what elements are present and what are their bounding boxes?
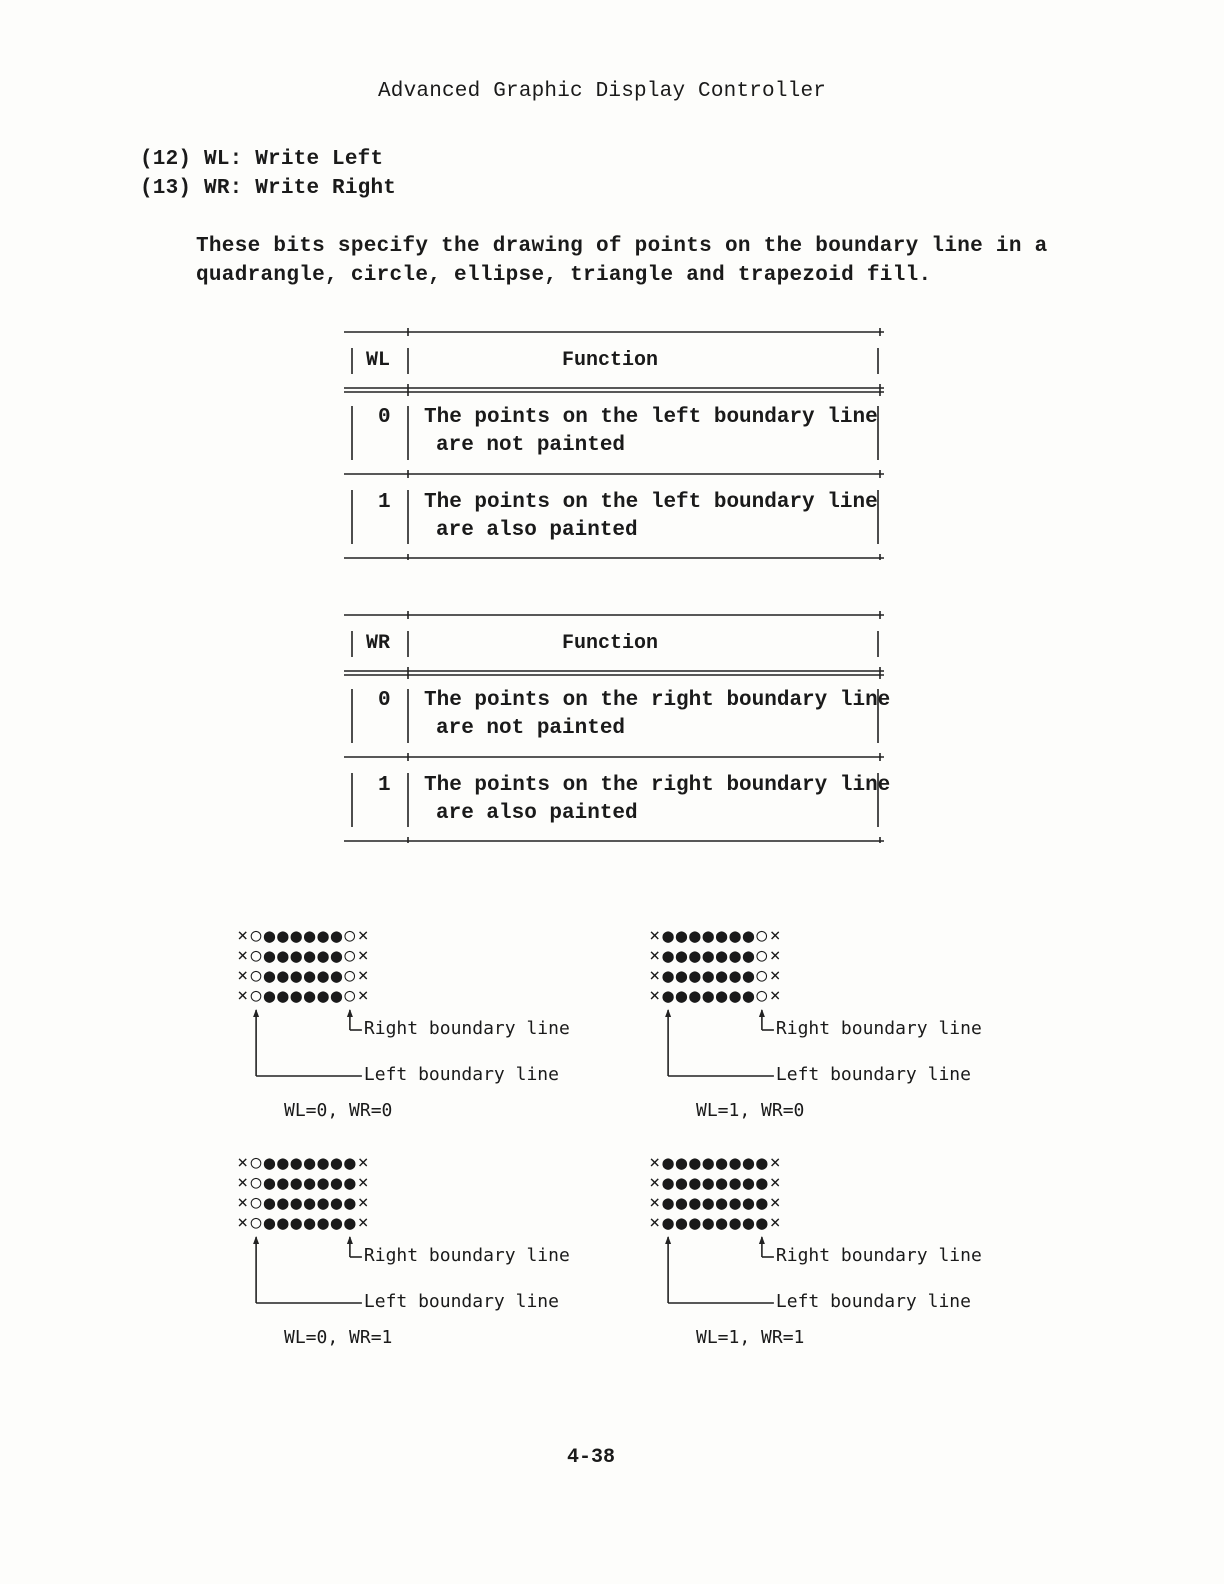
painted-point: ● xyxy=(317,1172,329,1194)
bit-header: WL xyxy=(366,349,391,372)
outside-point: × xyxy=(769,1192,781,1213)
outside-point: × xyxy=(357,1212,369,1233)
pixel-row xyxy=(648,1153,782,1173)
unpainted-point: ○ xyxy=(250,1192,262,1213)
unpainted-point: ○ xyxy=(756,985,768,1006)
painted-point: ● xyxy=(729,945,741,967)
painted-point: ● xyxy=(290,965,302,987)
painted-point: ● xyxy=(702,985,714,1007)
left-boundary-label: Left boundary line xyxy=(363,1291,559,1312)
painted-point: ● xyxy=(742,1192,755,1214)
painted-point: ● xyxy=(715,925,728,947)
painted-point: ● xyxy=(263,1212,276,1234)
bit-value: 1 xyxy=(378,774,391,797)
painted-point: ● xyxy=(662,1212,674,1234)
pixel-grid xyxy=(648,926,782,1006)
painted-point: ● xyxy=(662,985,674,1007)
item-write-left xyxy=(140,148,383,171)
painted-point: ● xyxy=(344,1192,356,1214)
diagram-caption: WL=1, WR=1 xyxy=(696,1327,805,1348)
painted-point: ● xyxy=(263,985,276,1007)
pixel-row xyxy=(236,1153,370,1173)
painted-point: ● xyxy=(303,1192,316,1214)
outside-point: × xyxy=(649,925,661,946)
boundary-diagram xyxy=(236,1152,570,1348)
unpainted-point: ○ xyxy=(756,965,768,986)
painted-point: ● xyxy=(729,1192,741,1214)
painted-point: ● xyxy=(729,1212,741,1234)
painted-point: ● xyxy=(290,1192,302,1214)
painted-point: ● xyxy=(330,1172,343,1194)
painted-point: ● xyxy=(715,965,728,987)
outside-point: × xyxy=(649,1212,661,1233)
painted-point: ● xyxy=(715,985,728,1007)
outside-point: × xyxy=(649,1192,661,1213)
painted-point: ● xyxy=(277,925,289,947)
painted-point: ● xyxy=(675,1212,688,1234)
unpainted-point: ○ xyxy=(250,1172,262,1193)
painted-point: ● xyxy=(303,1212,316,1234)
painted-point: ● xyxy=(290,925,302,947)
unpainted-point: ○ xyxy=(250,985,262,1006)
diagram-caption: WL=1, WR=0 xyxy=(696,1100,805,1121)
painted-point: ● xyxy=(290,1172,302,1194)
outside-point: × xyxy=(237,1172,249,1193)
item-write-right xyxy=(140,177,396,200)
function-header: Function xyxy=(562,632,659,655)
painted-point: ● xyxy=(277,965,289,987)
page-header: Advanced Graphic Display Controller xyxy=(378,80,827,103)
pixel-row xyxy=(236,966,370,986)
painted-point: ● xyxy=(344,1152,356,1174)
painted-point: ● xyxy=(689,1152,701,1174)
painted-point: ● xyxy=(662,1172,674,1194)
painted-point: ● xyxy=(317,1212,329,1234)
painted-point: ● xyxy=(689,925,701,947)
bit-header: WR xyxy=(366,632,391,655)
painted-point: ● xyxy=(702,1212,714,1234)
painted-point: ● xyxy=(303,945,316,967)
unpainted-point: ○ xyxy=(344,925,356,946)
painted-point: ● xyxy=(662,1152,674,1174)
painted-point: ● xyxy=(330,1192,343,1214)
pixel-row xyxy=(648,926,782,946)
painted-point: ● xyxy=(702,965,714,987)
painted-point: ● xyxy=(689,1172,701,1194)
painted-point: ● xyxy=(662,965,674,987)
painted-point: ● xyxy=(675,945,688,967)
outside-point: × xyxy=(357,985,369,1006)
painted-point: ● xyxy=(263,1172,276,1194)
painted-point: ● xyxy=(303,985,316,1007)
outside-point: × xyxy=(357,1192,369,1213)
outside-point: × xyxy=(357,925,369,946)
painted-point: ● xyxy=(330,925,343,947)
pixel-grid xyxy=(236,1153,370,1233)
paragraph-line: These bits specify the drawing of points on the boundary line in a xyxy=(196,235,1048,258)
pixel-row xyxy=(236,1213,370,1233)
painted-point: ● xyxy=(263,925,276,947)
painted-point: ● xyxy=(715,1192,728,1214)
outside-point: × xyxy=(769,965,781,986)
right-boundary-label: Right boundary line xyxy=(363,1018,570,1039)
painted-point: ● xyxy=(689,965,701,987)
painted-point: ● xyxy=(317,985,329,1007)
painted-point: ● xyxy=(756,1152,768,1174)
diagram-caption: WL=0, WR=0 xyxy=(284,1100,393,1121)
painted-point: ● xyxy=(317,965,329,987)
pixel-row xyxy=(236,986,370,1006)
wr-function-table xyxy=(344,611,891,843)
outside-point: × xyxy=(237,925,249,946)
unpainted-point: ○ xyxy=(756,945,768,966)
outside-point: × xyxy=(769,945,781,966)
painted-point: ● xyxy=(729,965,741,987)
outside-point: × xyxy=(237,1212,249,1233)
function-text: The points on the right boundary line xyxy=(424,689,891,712)
painted-point: ● xyxy=(303,1152,316,1174)
outside-point: × xyxy=(769,1212,781,1233)
pixel-row xyxy=(236,926,370,946)
painted-point: ● xyxy=(729,925,741,947)
function-text: are not painted xyxy=(436,717,626,740)
unpainted-point: ○ xyxy=(250,965,262,986)
outside-point: × xyxy=(237,985,249,1006)
painted-point: ● xyxy=(729,1152,741,1174)
left-boundary-label: Left boundary line xyxy=(775,1291,971,1312)
painted-point: ● xyxy=(330,945,343,967)
painted-point: ● xyxy=(330,1152,343,1174)
pixel-row xyxy=(648,986,782,1006)
painted-point: ● xyxy=(277,1212,289,1234)
paragraph-line: quadrangle, circle, ellipse, triangle and trapezoid fill. xyxy=(196,264,932,287)
left-boundary-label: Left boundary line xyxy=(363,1064,559,1085)
outside-point: × xyxy=(649,985,661,1006)
painted-point: ● xyxy=(263,1152,276,1174)
unpainted-point: ○ xyxy=(344,965,356,986)
painted-point: ● xyxy=(317,925,329,947)
painted-point: ● xyxy=(303,965,316,987)
painted-point: ● xyxy=(689,945,701,967)
painted-point: ● xyxy=(662,925,674,947)
right-boundary-label: Right boundary line xyxy=(775,1018,982,1039)
painted-point: ● xyxy=(263,945,276,967)
painted-point: ● xyxy=(330,1212,343,1234)
painted-point: ● xyxy=(344,1172,356,1194)
painted-point: ● xyxy=(675,965,688,987)
boundary-diagram xyxy=(648,1152,982,1348)
painted-point: ● xyxy=(742,1172,755,1194)
pixel-row xyxy=(648,1193,782,1213)
function-text: The points on the left boundary line xyxy=(424,406,878,429)
boundary-diagram xyxy=(648,925,982,1121)
left-boundary-label: Left boundary line xyxy=(775,1064,971,1085)
bit-value: 0 xyxy=(378,689,391,712)
outside-point: × xyxy=(769,985,781,1006)
painted-point: ● xyxy=(729,1172,741,1194)
painted-point: ● xyxy=(742,925,755,947)
painted-point: ● xyxy=(756,1192,768,1214)
function-text: are also painted xyxy=(436,802,638,825)
pixel-row xyxy=(648,1213,782,1233)
function-text: The points on the right boundary line xyxy=(424,774,891,797)
painted-point: ● xyxy=(742,965,755,987)
outside-point: × xyxy=(237,1152,249,1173)
outside-point: × xyxy=(649,1172,661,1193)
outside-point: × xyxy=(357,1172,369,1193)
pixel-row xyxy=(648,946,782,966)
outside-point: × xyxy=(357,945,369,966)
outside-point: × xyxy=(357,1152,369,1173)
painted-point: ● xyxy=(675,985,688,1007)
painted-point: ● xyxy=(715,1172,728,1194)
item-number: (13) xyxy=(140,177,192,200)
painted-point: ● xyxy=(303,1172,316,1194)
item-code: WL: xyxy=(204,148,243,171)
right-boundary-label: Right boundary line xyxy=(363,1245,570,1266)
painted-point: ● xyxy=(729,985,741,1007)
function-text: are not painted xyxy=(436,434,626,457)
painted-point: ● xyxy=(317,1152,329,1174)
unpainted-point: ○ xyxy=(250,925,262,946)
unpainted-point: ○ xyxy=(344,985,356,1006)
painted-point: ● xyxy=(662,945,674,967)
painted-point: ● xyxy=(330,985,343,1007)
unpainted-point: ○ xyxy=(250,1152,262,1173)
outside-point: × xyxy=(237,965,249,986)
description-paragraph xyxy=(196,232,1048,290)
painted-point: ● xyxy=(702,925,714,947)
unpainted-point: ○ xyxy=(250,945,262,966)
diagram-caption: WL=0, WR=1 xyxy=(284,1327,393,1348)
item-name: Write Right xyxy=(255,177,397,200)
bit-value: 1 xyxy=(378,491,391,514)
painted-point: ● xyxy=(742,1152,755,1174)
painted-point: ● xyxy=(702,945,714,967)
outside-point: × xyxy=(649,945,661,966)
painted-point: ● xyxy=(689,1192,701,1214)
pixel-row xyxy=(648,1173,782,1193)
painted-point: ● xyxy=(715,945,728,967)
function-text: The points on the left boundary line xyxy=(424,491,878,514)
painted-point: ● xyxy=(689,1212,701,1234)
outside-point: × xyxy=(357,965,369,986)
painted-point: ● xyxy=(756,1212,768,1234)
painted-point: ● xyxy=(702,1172,714,1194)
painted-point: ● xyxy=(675,1172,688,1194)
pixel-grid xyxy=(648,1153,782,1233)
painted-point: ● xyxy=(277,945,289,967)
bit-value: 0 xyxy=(378,406,391,429)
painted-point: ● xyxy=(675,1192,688,1214)
painted-point: ● xyxy=(263,1192,276,1214)
painted-point: ● xyxy=(344,1212,356,1234)
pixel-row xyxy=(648,966,782,986)
painted-point: ● xyxy=(675,925,688,947)
function-header: Function xyxy=(562,349,659,372)
pixel-row xyxy=(236,946,370,966)
painted-point: ● xyxy=(290,985,302,1007)
painted-point: ● xyxy=(277,1152,289,1174)
painted-point: ● xyxy=(317,945,329,967)
pixel-row xyxy=(236,1193,370,1213)
painted-point: ● xyxy=(715,1152,728,1174)
unpainted-point: ○ xyxy=(344,945,356,966)
outside-point: × xyxy=(237,1192,249,1213)
page-number: 4-38 xyxy=(567,1446,616,1469)
outside-point: × xyxy=(649,965,661,986)
painted-point: ● xyxy=(317,1192,329,1214)
painted-point: ● xyxy=(263,965,276,987)
item-code: WR: xyxy=(204,177,243,200)
right-boundary-label: Right boundary line xyxy=(775,1245,982,1266)
painted-point: ● xyxy=(742,985,755,1007)
painted-point: ● xyxy=(702,1152,714,1174)
item-number: (12) xyxy=(140,148,192,171)
painted-point: ● xyxy=(290,945,302,967)
pixel-row xyxy=(236,1173,370,1193)
painted-point: ● xyxy=(303,925,316,947)
painted-point: ● xyxy=(662,1192,674,1214)
pixel-grid xyxy=(236,926,370,1006)
outside-point: × xyxy=(769,1152,781,1173)
painted-point: ● xyxy=(277,1172,289,1194)
function-text: are also painted xyxy=(436,519,638,542)
item-name: Write Left xyxy=(255,148,384,171)
painted-point: ● xyxy=(715,1212,728,1234)
painted-point: ● xyxy=(742,1212,755,1234)
painted-point: ● xyxy=(756,1172,768,1194)
outside-point: × xyxy=(769,925,781,946)
unpainted-point: ○ xyxy=(250,1212,262,1233)
painted-point: ● xyxy=(277,1192,289,1214)
wl-function-table xyxy=(344,328,886,560)
painted-point: ● xyxy=(290,1212,302,1234)
outside-point: × xyxy=(649,1152,661,1173)
painted-point: ● xyxy=(702,1192,714,1214)
unpainted-point: ○ xyxy=(756,925,768,946)
boundary-diagram xyxy=(236,925,570,1121)
painted-point: ● xyxy=(277,985,289,1007)
painted-point: ● xyxy=(689,985,701,1007)
painted-point: ● xyxy=(330,965,343,987)
outside-point: × xyxy=(237,945,249,966)
painted-point: ● xyxy=(742,945,755,967)
painted-point: ● xyxy=(290,1152,302,1174)
painted-point: ● xyxy=(675,1152,688,1174)
outside-point: × xyxy=(769,1172,781,1193)
